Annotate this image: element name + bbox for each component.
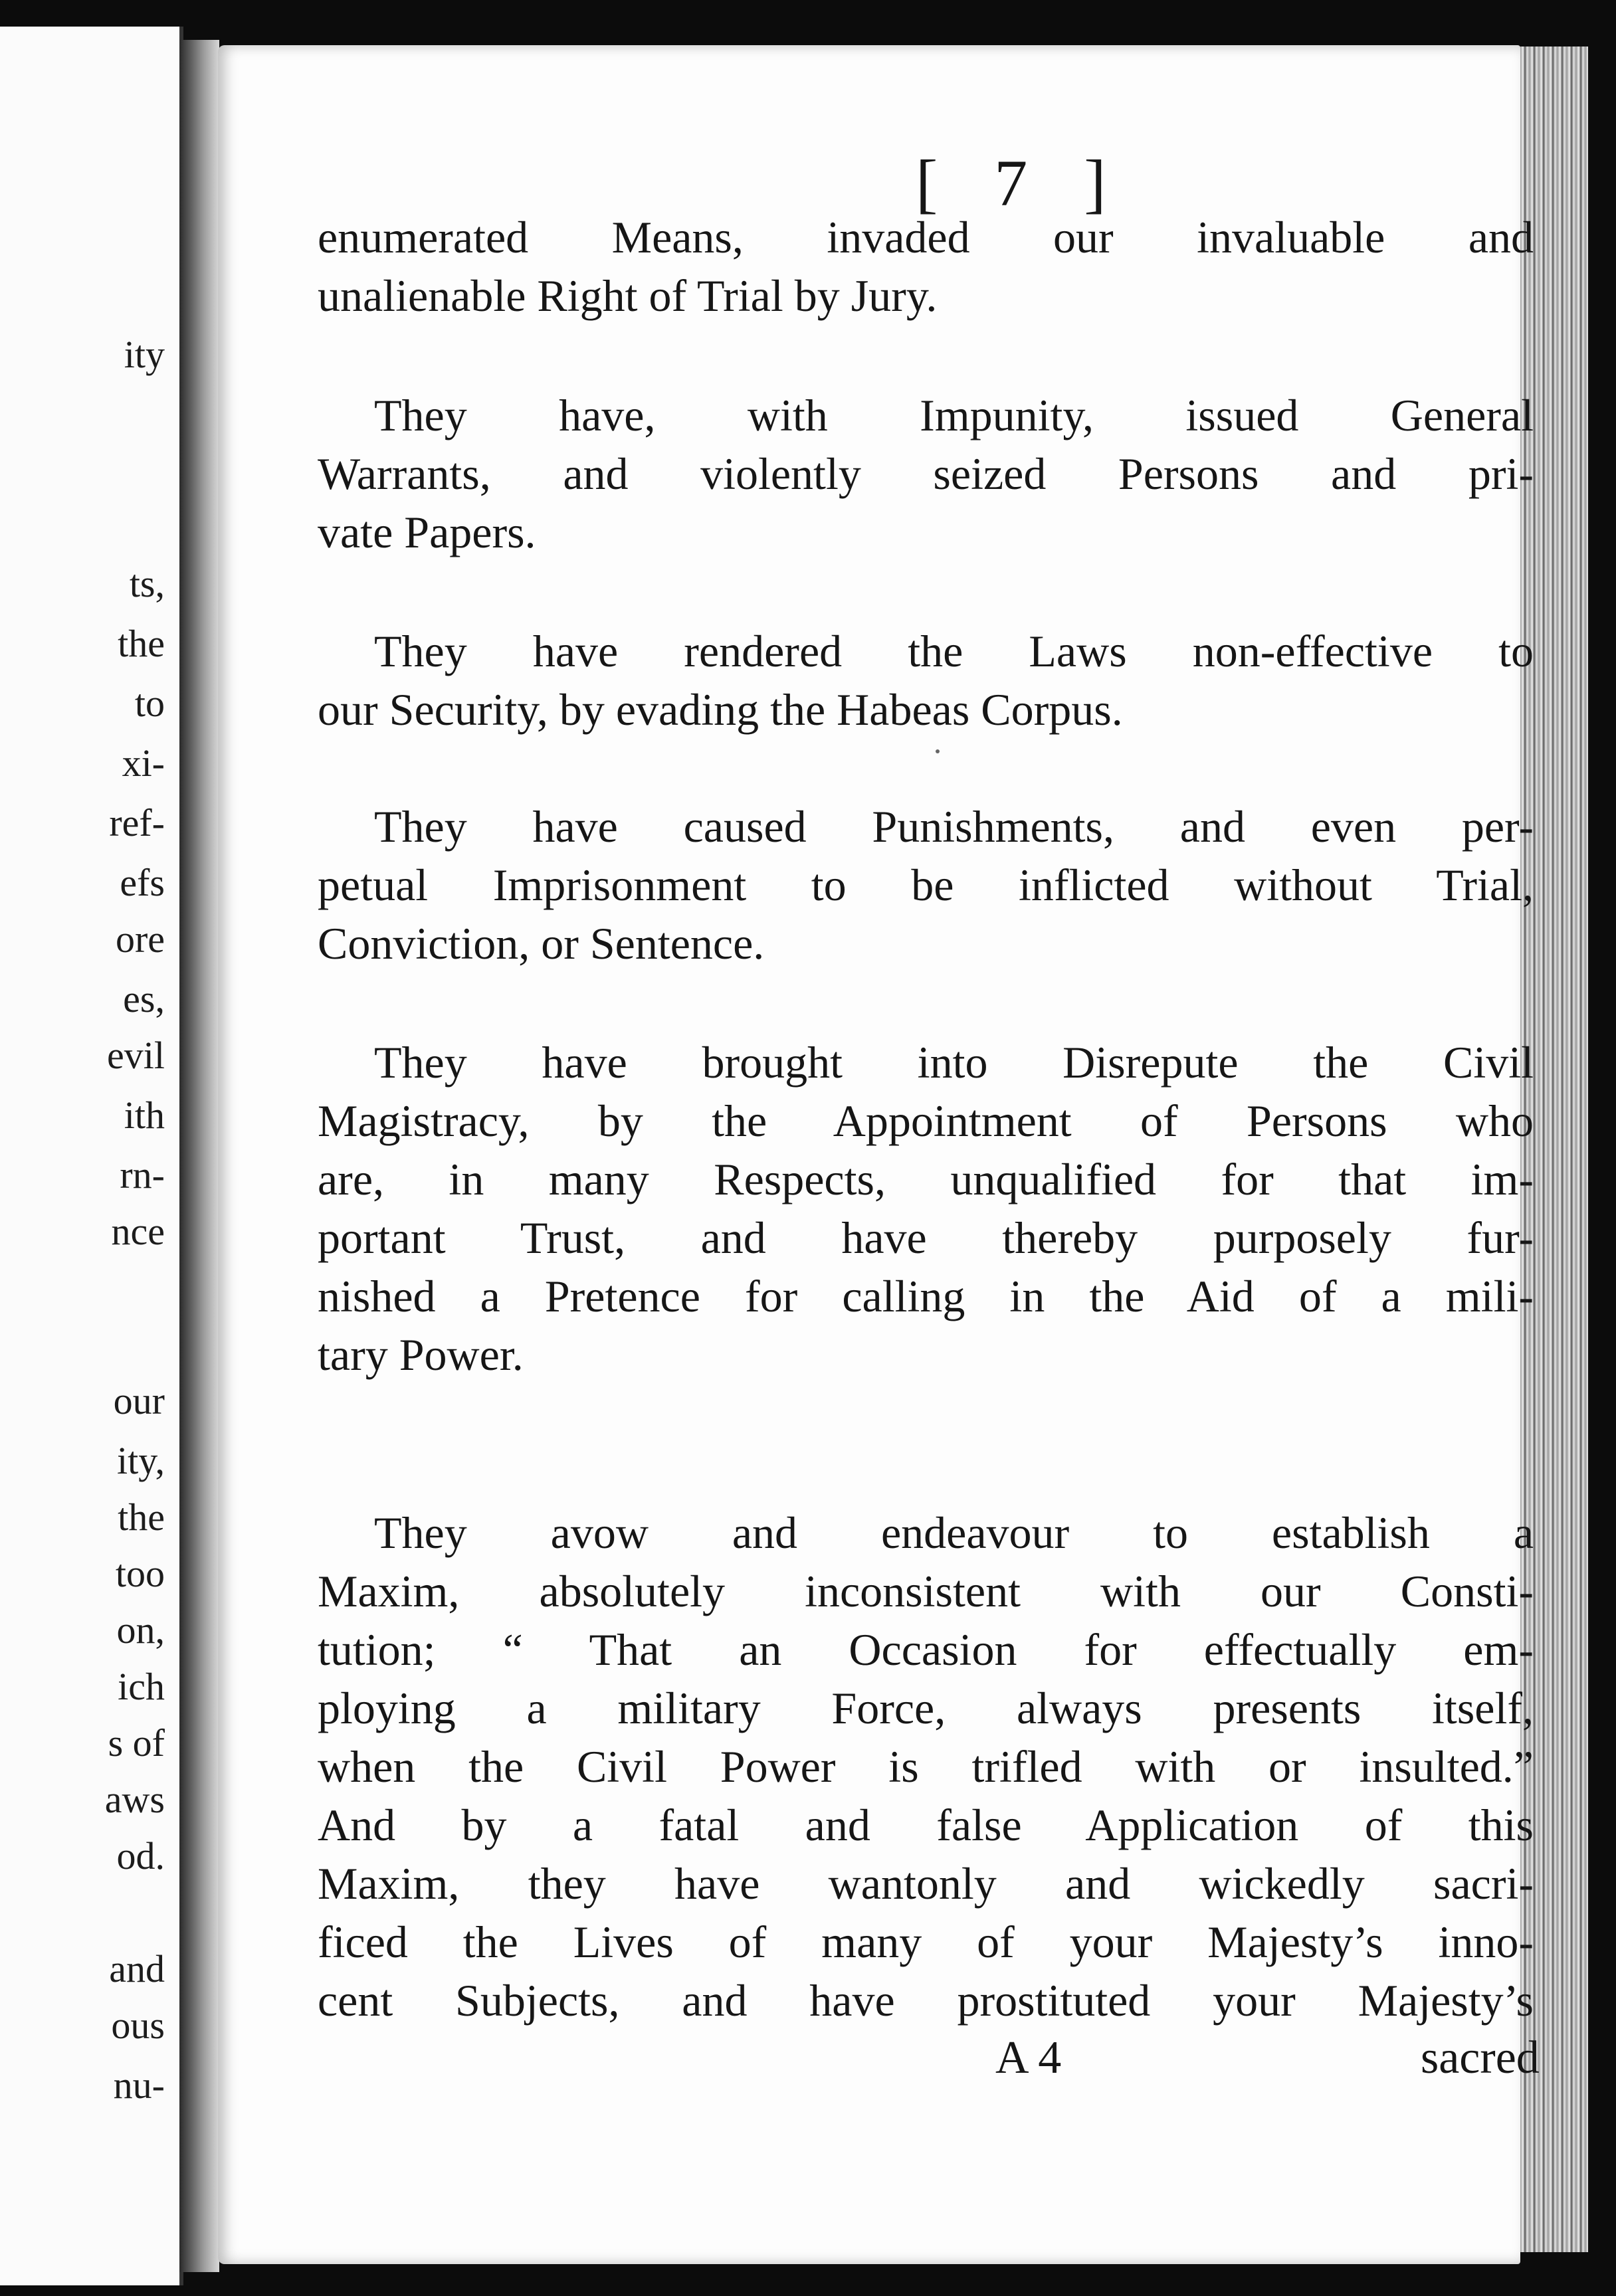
facing-page-fragment: the: [118, 1495, 165, 1539]
text-line: Maxim, they have wantonly and wickedly sacri-: [318, 1858, 1534, 1909]
text-line: They have caused Punishments, and even per-: [374, 801, 1534, 852]
facing-page-fragment: nce: [111, 1210, 165, 1253]
text-line: Maxim, absolutely inconsistent with our Consti-: [318, 1566, 1534, 1616]
catchword: sacred: [1421, 2032, 1540, 2083]
facing-page-fragment: evil: [107, 1034, 165, 1077]
text-line: They have, with Impunity, issued General: [374, 390, 1534, 440]
facing-page-fragment: ore: [115, 917, 165, 961]
text-line: And by a fatal and false Application of this: [318, 1800, 1534, 1850]
text-line: our Security, by evading the Habeas Corpus.: [318, 684, 1123, 735]
text-line: Magistracy, by the Appointment of Persons who: [318, 1096, 1534, 1146]
text-line: portant Trust, and have thereby purposely fur-: [318, 1212, 1534, 1263]
text-line: They avow and endeavour to establish a: [374, 1507, 1534, 1558]
text-line: ploying a military Force, always presents itself,: [318, 1683, 1534, 1733]
facing-page-fragment: and: [109, 1947, 165, 1990]
facing-page-fragment: ous: [111, 2004, 165, 2047]
facing-page-fragment: the: [118, 622, 165, 665]
text-line: ficed the Lives of many of your Majesty’s inno-: [318, 1917, 1534, 1967]
paragraph: [318, 1033, 1534, 1384]
paragraph: [318, 208, 1534, 325]
paragraph: [318, 386, 1534, 561]
facing-page-fragment: efs: [120, 861, 165, 904]
main-page: [218, 45, 1540, 2264]
paragraph: [318, 622, 1534, 739]
text-line: They have brought into Disrepute the Civil: [374, 1037, 1534, 1088]
text-line: are, in many Respects, unqualified for that im-: [318, 1154, 1534, 1204]
facing-page-fragment: aws: [104, 1778, 165, 1821]
facing-page-fragment: s of: [108, 1721, 165, 1765]
paragraph: [318, 1503, 1534, 2030]
text-line: vate Papers.: [318, 507, 536, 557]
paragraph: [318, 797, 1534, 973]
text-line: enumerated Means, invaded our invaluable and: [318, 212, 1534, 262]
facing-page-fragment: ref-: [109, 801, 165, 844]
facing-page-fragment: ity,: [117, 1439, 165, 1482]
text-line: tary Power.: [318, 1329, 524, 1380]
book-gutter: [179, 40, 219, 2272]
facing-page-fragment: ity: [124, 333, 165, 376]
facing-page-fragment: ith: [124, 1094, 165, 1137]
facing-page-fragment: rn-: [120, 1153, 165, 1196]
facing-page: [0, 27, 183, 2285]
facing-page-fragment: too: [115, 1552, 165, 1595]
facing-page-fragment: our: [113, 1379, 165, 1422]
text-line: tution; “ That an Occasion for effectually em-: [318, 1624, 1534, 1675]
facing-page-fragment: od.: [116, 1834, 165, 1877]
facing-page-fragment: xi-: [122, 741, 165, 785]
facing-page-fragment: ich: [118, 1665, 165, 1708]
page-number: [ 7 ]: [916, 146, 1126, 220]
text-line: Warrants, and violently seized Persons and pri-: [318, 448, 1534, 499]
text-line: when the Civil Power is trifled with or insulted.”: [318, 1741, 1534, 1792]
facing-page-fragment: nu-: [113, 2063, 165, 2107]
text-line: They have rendered the Laws non-effective to: [374, 626, 1534, 676]
paper-speck: [936, 749, 940, 753]
facing-page-fragment: to: [134, 682, 165, 725]
text-line: Conviction, or Sentence.: [318, 918, 765, 969]
text-line: petual Imprisonment to be inflicted without Trial,: [318, 860, 1534, 910]
facing-page-fragment: es,: [123, 977, 165, 1020]
signature-mark: A 4: [995, 2032, 1062, 2083]
facing-page-fragment: ts,: [129, 562, 165, 605]
facing-page-fragment: on,: [116, 1608, 165, 1652]
text-line: unalienable Right of Trial by Jury.: [318, 270, 938, 321]
text-line: cent Subjects, and have prostituted your Majesty’s: [318, 1975, 1534, 2026]
text-line: nished a Pretence for calling in the Aid of a mili-: [318, 1271, 1534, 1321]
